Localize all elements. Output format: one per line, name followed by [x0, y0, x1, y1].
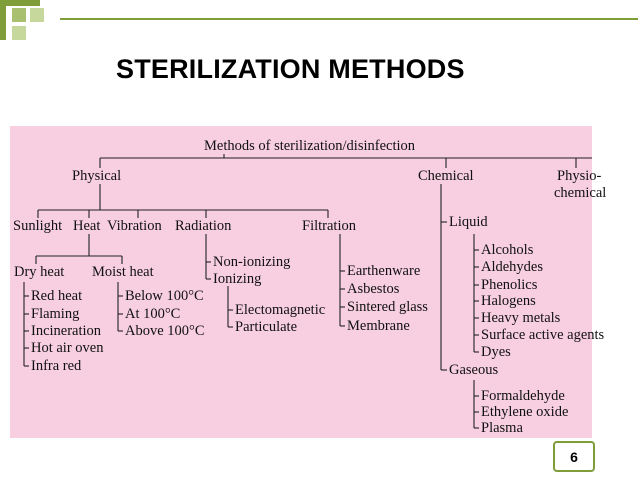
heat-label: Heat — [73, 218, 101, 234]
radiation-label: Radiation — [175, 218, 232, 234]
liquid-item: Phenolics — [481, 277, 538, 293]
liquid-item: Surface active agents — [481, 327, 605, 343]
ionizing-item: Particulate — [235, 319, 298, 335]
filtration-item: Asbestos — [347, 281, 400, 297]
filtration-label: Filtration — [302, 218, 356, 234]
classification-diagram — [10, 126, 607, 438]
physio-chemical-label-2: chemical — [554, 185, 607, 201]
moist-heat-label: Moist heat — [92, 264, 154, 280]
moist-heat-item: At 100°C — [125, 306, 181, 322]
dry-heat-label: Dry heat — [14, 264, 65, 280]
liquid-item: Halogens — [481, 293, 536, 309]
filtration-item: Membrane — [347, 318, 410, 334]
filtration-item: Earthenware — [347, 263, 421, 279]
header-rule — [60, 18, 638, 20]
root-label: Methods of sterilization/disinfection — [204, 138, 416, 154]
ionizing-item: Electomagnetic — [235, 302, 326, 318]
corner-decoration — [0, 0, 60, 60]
moist-heat-item: Above 100°C — [125, 323, 205, 339]
physio-chemical-label-1: Physio- — [557, 168, 602, 184]
dry-heat-item: Flaming — [31, 306, 80, 322]
dry-heat-item: Infra red — [31, 358, 82, 374]
filtration-item: Sintered glass — [347, 299, 428, 315]
dry-heat-item: Incineration — [31, 323, 102, 339]
dry-heat-item: Red heat — [31, 288, 83, 304]
radiation-item: Non-ionizing — [213, 254, 291, 270]
page-number: 6 — [553, 441, 595, 472]
radiation-item: Ionizing — [213, 271, 262, 287]
liquid-item: Dyes — [481, 344, 511, 360]
physical-label: Physical — [72, 168, 122, 184]
gaseous-label: Gaseous — [449, 362, 499, 378]
gaseous-item: Ethylene oxide — [481, 404, 569, 420]
gaseous-item: Formaldehyde — [481, 388, 565, 404]
dry-heat-item: Hot air oven — [31, 340, 104, 356]
sunlight-label: Sunlight — [13, 218, 63, 234]
gaseous-item: Plasma — [481, 420, 523, 436]
chemical-label: Chemical — [418, 168, 474, 184]
liquid-item: Heavy metals — [481, 310, 561, 326]
moist-heat-item: Below 100°C — [125, 288, 204, 304]
slide-title: STERILIZATION METHODS — [116, 54, 465, 84]
vibration-label: Vibration — [107, 218, 162, 234]
liquid-item: Aldehydes — [481, 259, 544, 275]
liquid-item: Alcohols — [481, 242, 534, 258]
liquid-label: Liquid — [449, 214, 488, 230]
